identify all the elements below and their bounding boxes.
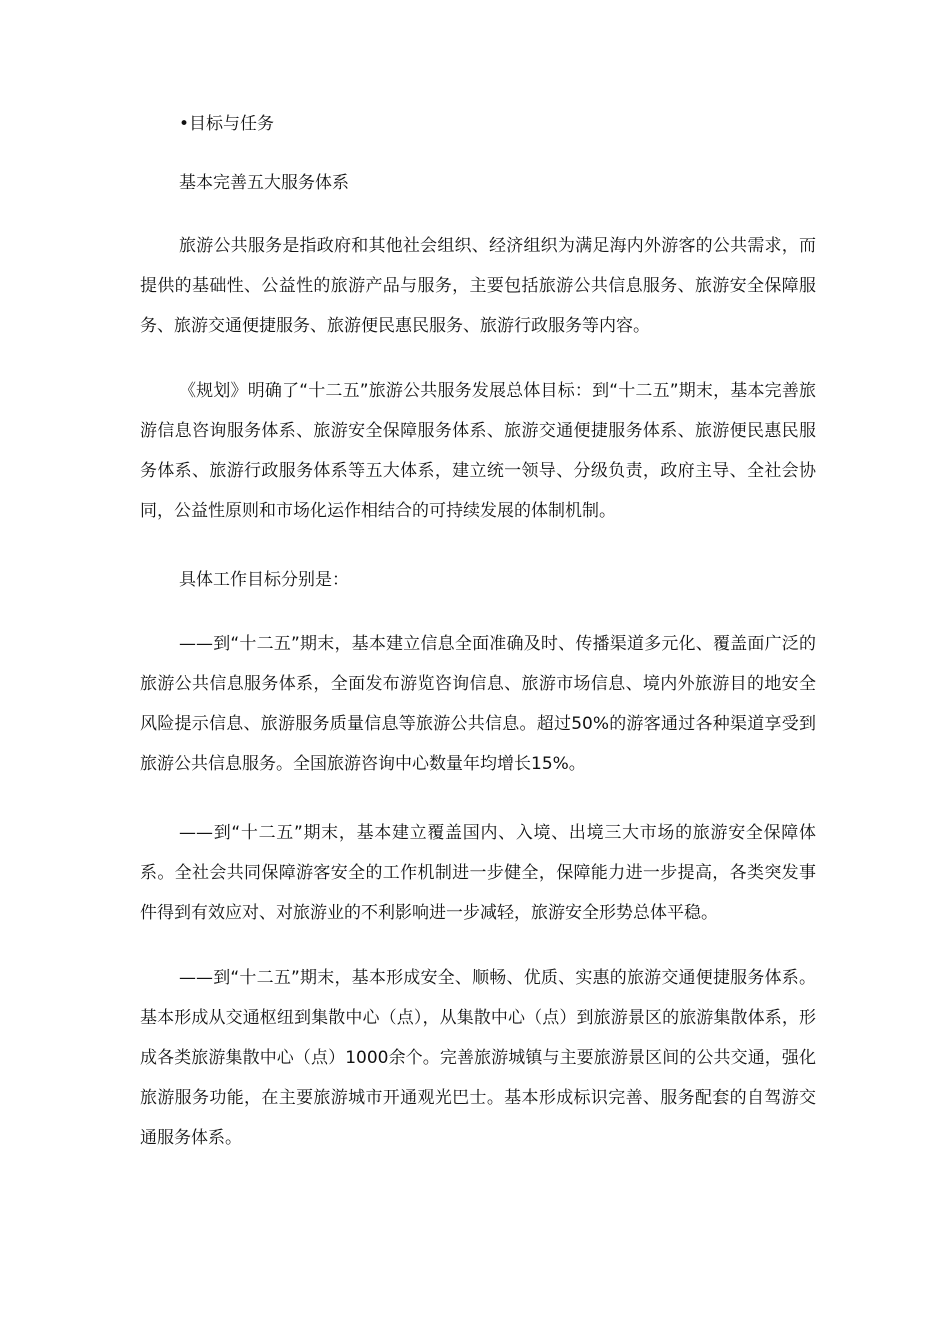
paragraph-overall-goal: 《规划》明确了“十二五”旅游公共服务发展总体目标：到“十二五”期末，基本完善旅游信息咨询服务体系、旅游安全保障服务体系、旅游交通便捷服务体系、旅游便民惠民服务体系、旅游行政服务体系等五大体系，建立统一领导、分级负责，政府主导、全社会协同，公益性原则和市场化运作相结合的可持续发展的体制机制。 [140,381,816,521]
paragraph-specific-goals-intro: 具体工作目标分别是： [179,570,349,590]
paragraph-transport-goal: ——到“十二五”期末，基本形成安全、顺畅、优质、实惠的旅游交通便捷服务体系。基本形成从交通枢纽到集散中心（点），从集散中心（点）到旅游景区的旅游集散体系，形成各类旅游集散中心（点）1000余个。完善旅游城镇与主要旅游景区间的公共交通，强化旅游服务功能，在主要旅游城市开通观光巴士。基本形成标识完善、服务配套的自驾游交通服务体系。 [140,968,816,1148]
paragraph-safety-goal: ——到“十二五”期末，基本建立覆盖国内、入境、出境三大市场的旅游安全保障体系。全社会共同保障游客安全的工作机制进一步健全，保障能力进一步提高，各类突发事件得到有效应对、对旅游业的不利影响进一步减轻，旅游安全形势总体平稳。 [140,823,816,923]
paragraph-information-service-goal: ——到“十二五”期末，基本建立信息全面准确及时、传播渠道多元化、覆盖面广泛的旅游公共信息服务体系，全面发布游览咨询信息、旅游市场信息、境内外旅游目的地安全风险提示信息、旅游服务质量信息等旅游公共信息。超过50%的游客通过各种渠道享受到旅游公共信息服务。全国旅游咨询中心数量年均增长15%。 [140,634,816,774]
paragraph-definition: 旅游公共服务是指政府和其他社会组织、经济组织为满足海内外游客的公共需求，而提供的基础性、公益性的旅游产品与服务，主要包括旅游公共信息服务、旅游安全保障服务、旅游交通便捷服务、旅游便民惠民服务、旅游行政服务等内容。 [140,236,816,336]
section-heading: •目标与任务 [179,114,275,134]
section-subheading: 基本完善五大服务体系 [179,173,349,193]
